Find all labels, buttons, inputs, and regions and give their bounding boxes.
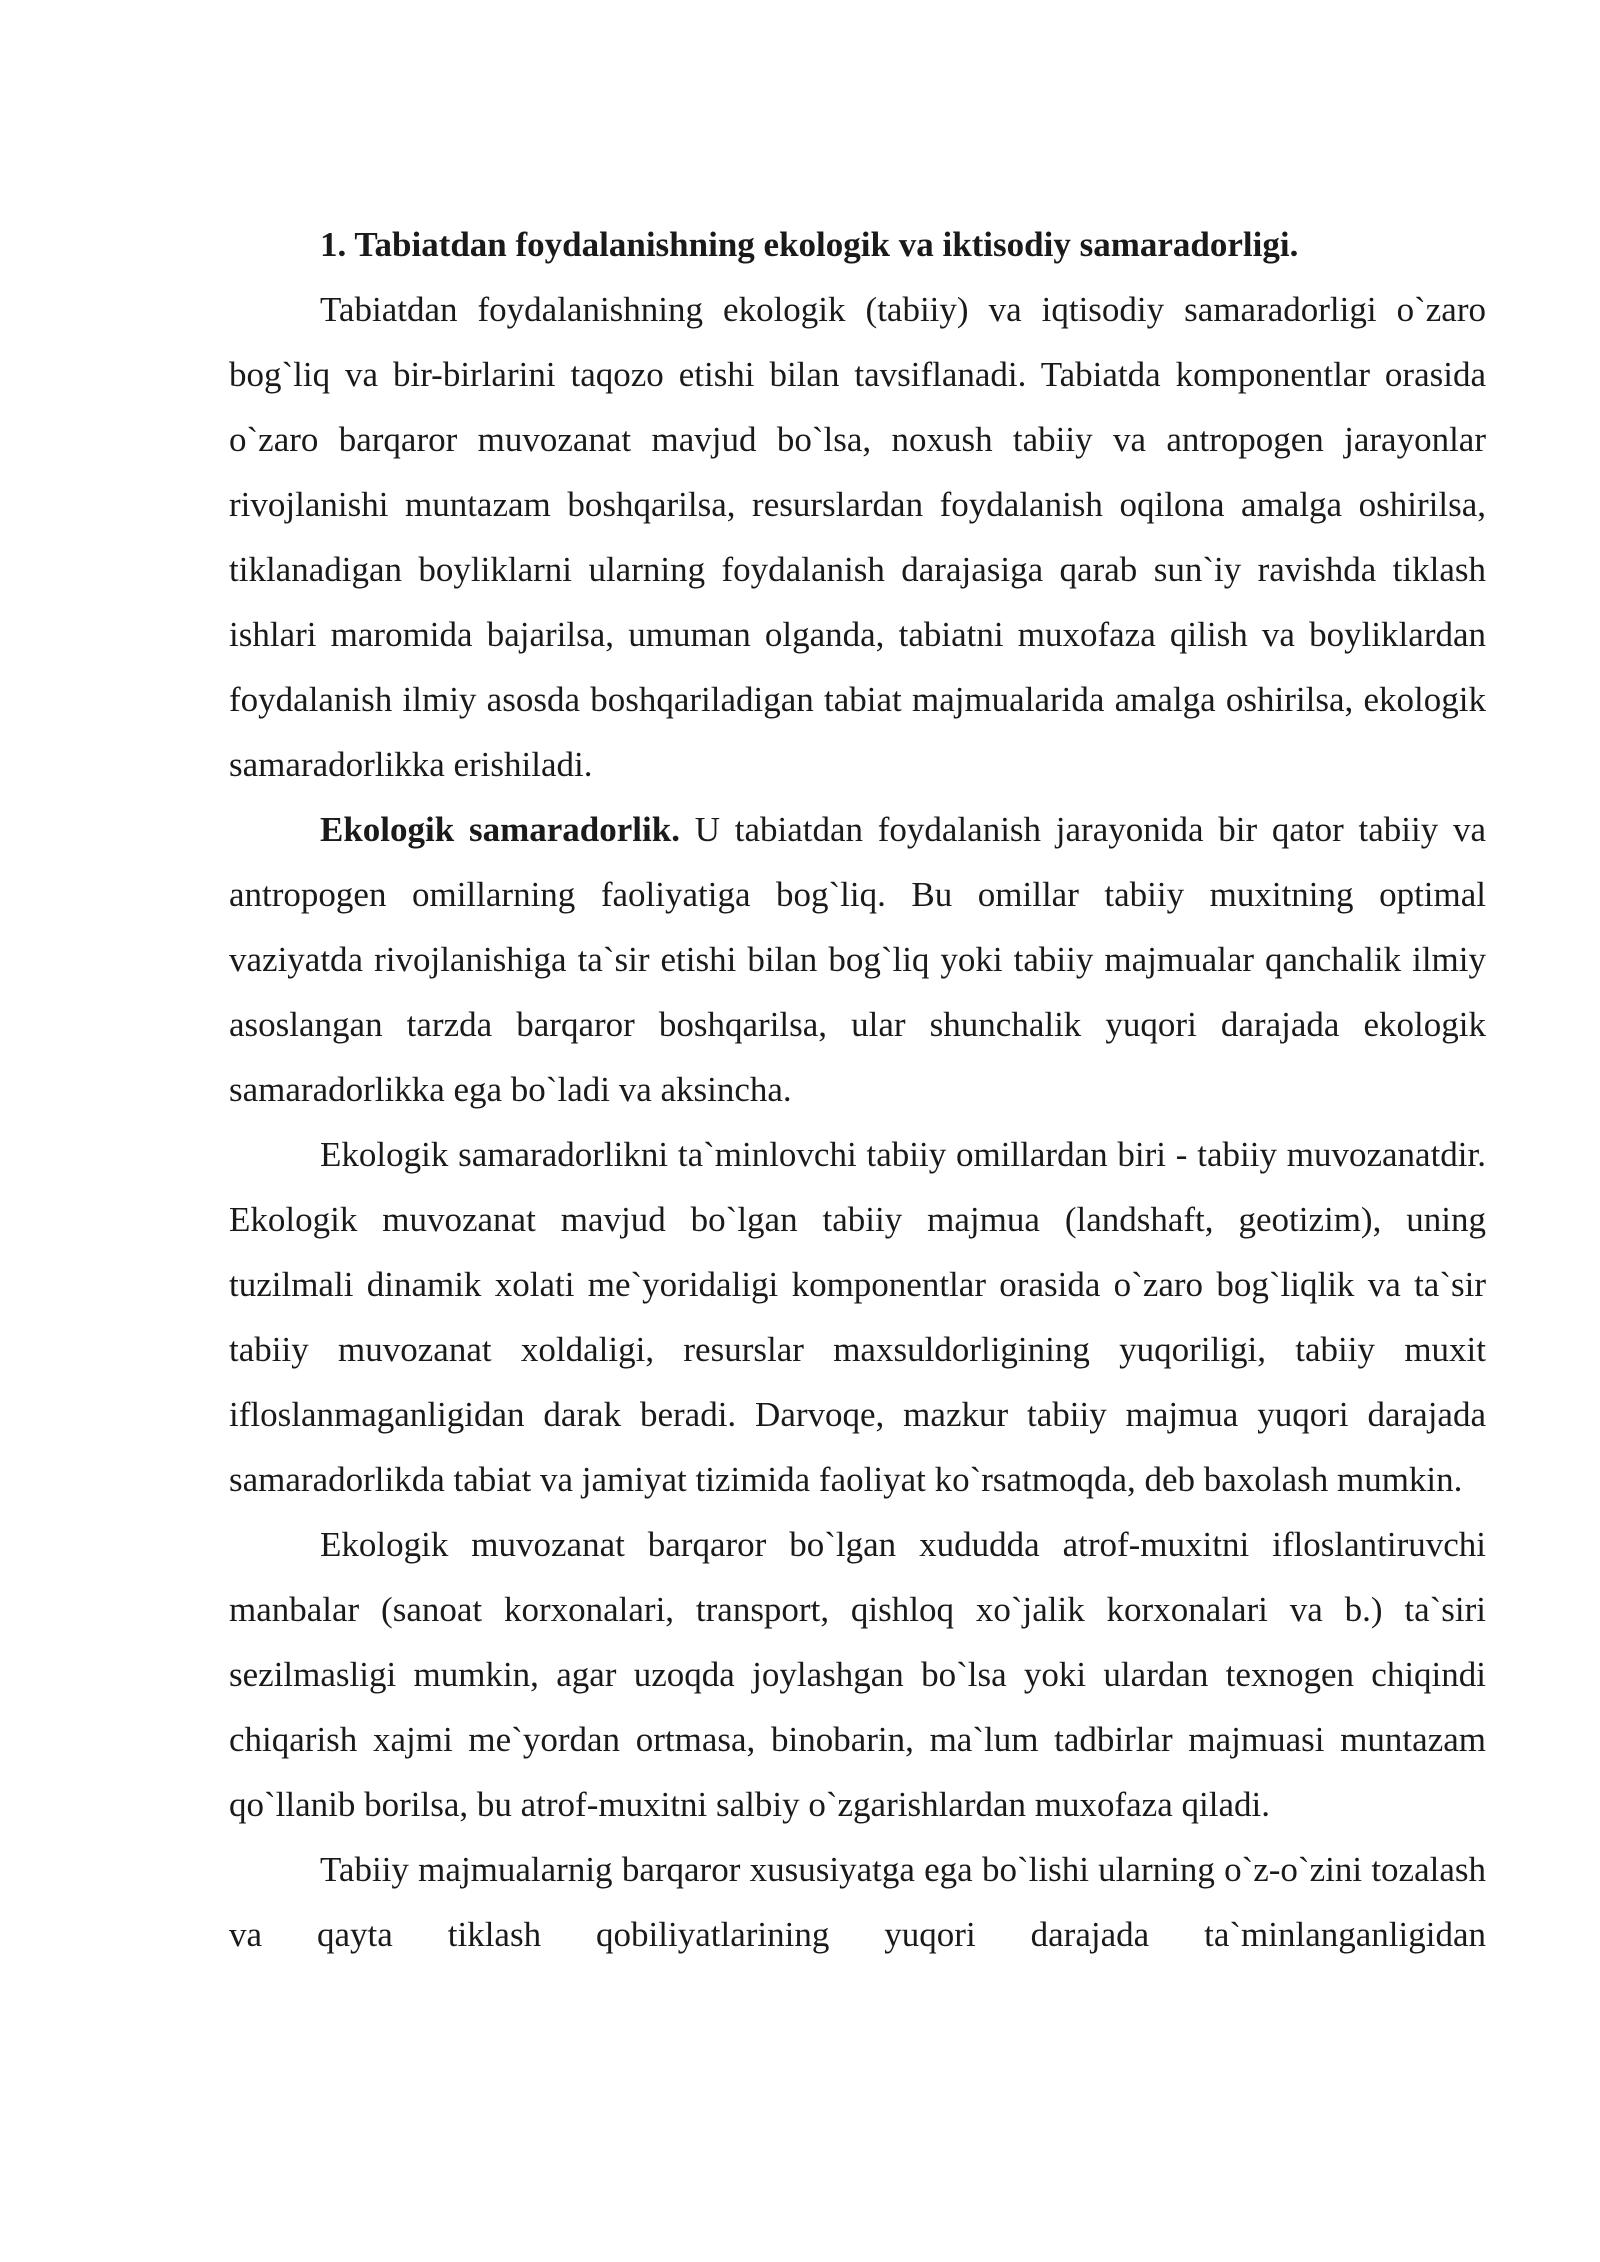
paragraph-2-text: U tabiatdan foydalanish jarayonida bir qator tabiiy va antropogen omillarning faoliyatiga bog`liq. Bu omillar tabiiy muxitning optimal vaziyatda rivojlanishiga ta`sir etishi bilan bog`liq yoki tabiiy majmualar qanchalik ilmiy asoslangan tarzda barqaror boshqarilsa, ular shunchalik yuqori darajada ekologik samaradorlikka ega bo`ladi va aksincha. (229, 810, 1486, 1109)
paragraph-1-text: Tabiatdan foydalanishning ekologik (tabiiy) va iqtisodiy samaradorligi o`zaro bog`liq va bir-birlarini taqozo etishi bilan tavsiflanadi. Tabiatda komponentlar orasida o`zaro barqaror muvozanat mavjud bo`lsa, noxush tabiiy va antropogen jarayonlar rivojlanishi muntazam boshqarilsa, resurslardan foydalanish oqilona amalga oshirilsa, tiklanadigan boyliklarni ularning foydalanish darajasiga qarab sun`iy ravishda tiklash ishlari maromida bajarilsa, umuman olganda, tabiatni muxofaza qilish va boyliklardan foydalanish ilmiy asosda boshqariladigan tabiat majmualarida amalga oshirilsa, ekologik samaradorlikka erishiladi. (229, 290, 1486, 784)
section-heading: 1. Tabiatdan foydalanishning ekologik va iktisodiy samaradorligi. (320, 225, 1299, 264)
paragraph-2-lead: Ekologik samaradorlik. (320, 810, 680, 849)
paragraph-5-text: Tabiiy majmualarnig barqaror xususiyatga ega bo`lishi ularning o`z-o`zini tozalash va qayta tiklash qobiliyatlarining yuqori darajada ta`minlanganligidan (229, 1850, 1486, 1954)
paragraph-2 (229, 797, 1486, 1122)
paragraph-4-text: Ekologik muvozanat barqaror bo`lgan xududda atrof-muxitni ifloslantiruvchi manbalar (sanoat korxonalari, transport, qishloq xo`jalik korxonalari va b.) ta`siri sezilmasligi mumkin, agar uzoqda joylashgan bo`lsa yoki ulardan texnogen chiqindi chiqarish xajmi me`yordan ortmasa, binobarin, ma`lum tadbirlar majmuasi muntazam qo`llanib borilsa, bu atrof-muxitni salbiy o`zgarishlardan muxofaza qiladi. (229, 1525, 1486, 1824)
paragraph-5 (229, 1837, 1486, 1967)
paragraph-3-text: Ekologik samaradorlikni ta`minlovchi tabiiy omillardan biri - tabiiy muvozanatdir. Ekologik muvozanat mavjud bo`lgan tabiiy majmua (landshaft, geotizim), uning tuzilmali dinamik xolati me`yoridaligi komponentlar orasida o`zaro bog`liqlik va ta`sir tabiiy muvozanat xoldaligi, resurslar maxsuldorligining yuqoriligi, tabiiy muxit ifloslanmaganligidan darak beradi. Darvoqe, mazkur tabiiy majmua yuqori darajada samaradorlikda tabiat va jamiyat tizimida faoliyat ko`rsatmoqda, deb baxolash mumkin. (229, 1135, 1486, 1499)
paragraph-1 (229, 277, 1486, 797)
document-page (229, 212, 1486, 1967)
paragraph-4 (229, 1512, 1486, 1837)
paragraph-3 (229, 1122, 1486, 1512)
